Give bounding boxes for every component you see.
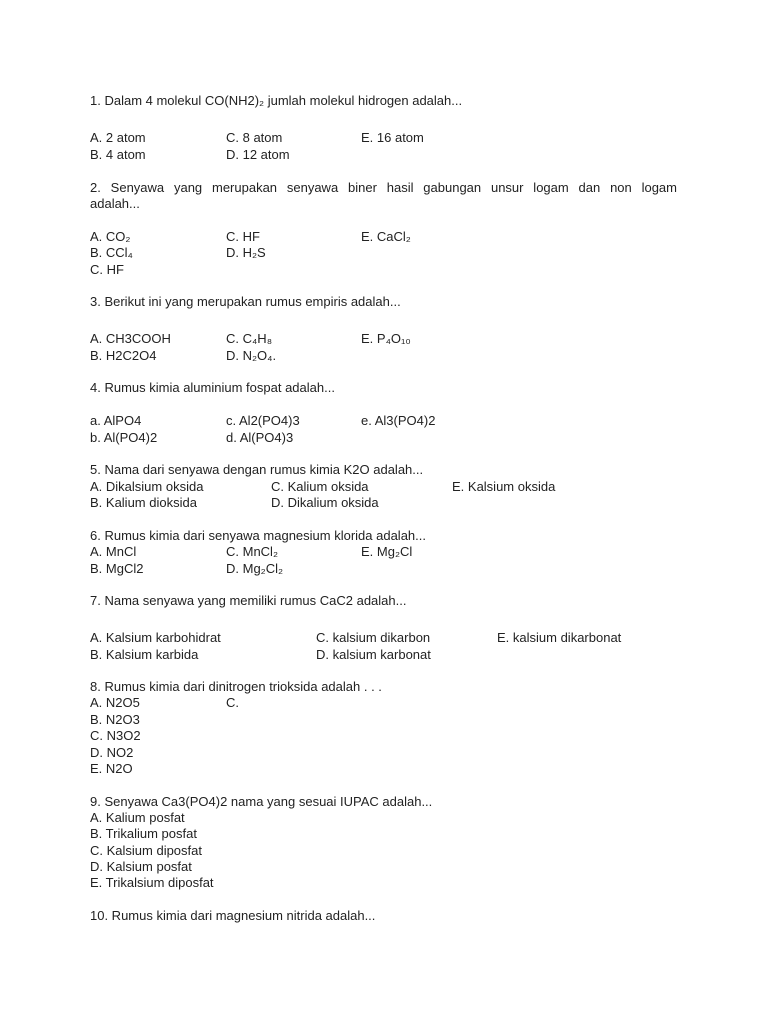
question-9-option-a: A. Kalium posfat — [90, 810, 185, 825]
question-4-option-a: a. AlPO4 — [90, 413, 142, 428]
question-5-text: 5. Nama dari senyawa dengan rumus kimia K2O adalah... — [90, 462, 424, 477]
question-7-option-a: A. Kalsium karbohidrat — [90, 630, 221, 645]
question-6-option-d: D. Mg₂Cl₂ — [226, 561, 284, 576]
question-5-option-c: C. Kalium oksida — [271, 479, 369, 494]
question-9-option-b: B. Trikalium posfat — [90, 826, 197, 841]
question-5-option-e: E. Kalsium oksida — [452, 479, 556, 494]
question-8-option-e: E. N2O — [90, 761, 133, 776]
question-1-option-b: B. 4 atom — [90, 147, 146, 162]
question-7-option-d: D. kalsium karbonat — [316, 647, 431, 662]
question-3-option-a: A. CH3COOH — [90, 331, 171, 346]
question-2-option-c2: C. HF — [90, 262, 124, 277]
question-2-option-d: D. H₂S — [226, 245, 266, 260]
question-8-option-c-empty: C. — [226, 695, 239, 710]
question-8-option-b: B. N2O3 — [90, 712, 140, 727]
question-1-option-d: D. 12 atom — [226, 147, 290, 162]
question-2-text-line2: adalah... — [90, 196, 140, 211]
question-5-option-a: A. Dikalsium oksida — [90, 479, 204, 494]
question-2-text-line1: 2. Senyawa yang merupakan senyawa biner hasil gabungan unsur logam dan non logam — [90, 180, 677, 195]
question-2-option-a: A. CO₂ — [90, 229, 131, 244]
question-2-option-b: B. CCl₄ — [90, 245, 133, 260]
question-4-option-b: b. Al(PO4)2 — [90, 430, 158, 445]
question-10-text: 10. Rumus kimia dari magnesium nitrida adalah... — [90, 908, 376, 923]
question-7-text: 7. Nama senyawa yang memiliki rumus CaC2 adalah... — [90, 593, 407, 608]
question-3-text: 3. Berikut ini yang merupakan rumus empiris adalah... — [90, 294, 401, 309]
question-6-option-c: C. MnCl₂ — [226, 544, 278, 559]
question-5-option-b: B. Kalium dioksida — [90, 495, 197, 510]
question-1-text: 1. Dalam 4 molekul CO(NH2)₂ jumlah molekul hidrogen adalah... — [90, 93, 463, 108]
question-8-text: 8. Rumus kimia dari dinitrogen trioksida adalah . . . — [90, 679, 382, 694]
question-7-option-b: B. Kalsium karbida — [90, 647, 199, 662]
question-9-option-e: E. Trikalsium diposfat — [90, 875, 214, 890]
question-8-option-a: A. N2O5 — [90, 695, 140, 710]
question-8-option-c: C. N3O2 — [90, 728, 141, 743]
question-6-option-b: B. MgCl2 — [90, 561, 144, 576]
question-2-option-c: C. HF — [226, 229, 260, 244]
question-4-text: 4. Rumus kimia aluminium fospat adalah... — [90, 380, 335, 395]
question-9-option-c: C. Kalsium diposfat — [90, 843, 202, 858]
question-9-option-d: D. Kalsium posfat — [90, 859, 192, 874]
question-6-option-e: E. Mg₂Cl — [361, 544, 413, 559]
question-5-option-d: D. Dikalium oksida — [271, 495, 379, 510]
question-1-option-a: A. 2 atom — [90, 130, 146, 145]
question-6-option-a: A. MnCl — [90, 544, 137, 559]
question-1-option-e: E. 16 atom — [361, 130, 424, 145]
question-9-text: 9. Senyawa Ca3(PO4)2 nama yang sesuai IUPAC adalah... — [90, 794, 433, 809]
question-4-option-e: e. Al3(PO4)2 — [361, 413, 436, 428]
question-8-option-d: D. NO2 — [90, 745, 134, 760]
question-7-option-c: C. kalsium dikarbon — [316, 630, 431, 645]
question-3-option-c: C. C₄H₈ — [226, 331, 273, 346]
question-4-option-c: c. Al2(PO4)3 — [226, 413, 300, 428]
question-2-option-e: E. CaCl₂ — [361, 229, 411, 244]
question-6-text: 6. Rumus kimia dari senyawa magnesium klorida adalah... — [90, 528, 426, 543]
question-3-option-b: B. H2C2O4 — [90, 348, 157, 363]
question-7-option-e: E. kalsium dikarbonat — [497, 630, 622, 645]
question-1-option-c: C. 8 atom — [226, 130, 283, 145]
question-3-option-e: E. P₄O₁₀ — [361, 331, 411, 346]
question-3-option-d: D. N₂O₄. — [226, 348, 277, 363]
question-4-option-d: d. Al(PO4)3 — [226, 430, 294, 445]
